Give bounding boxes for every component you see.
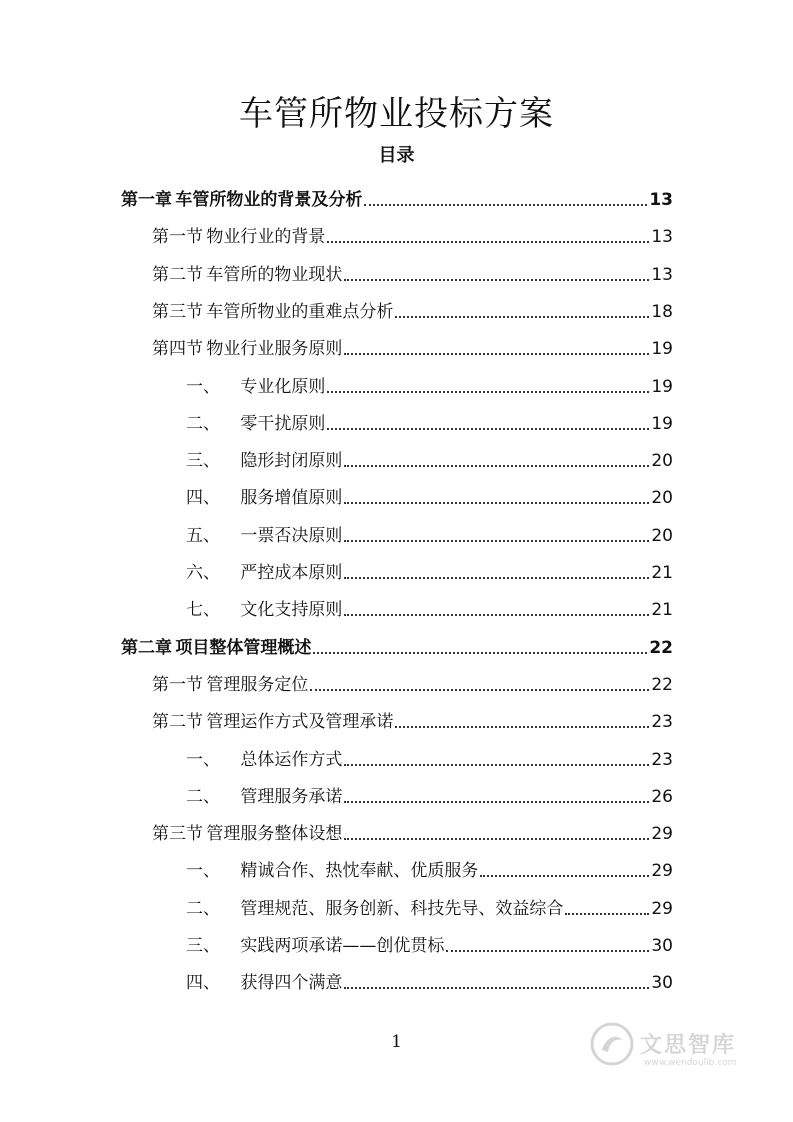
toc-entry-page: 13	[651, 264, 673, 285]
toc-entry-title: 管理服务定位	[206, 674, 309, 695]
toc-entry[interactable]	[186, 958, 673, 994]
toc-entry[interactable]	[186, 735, 673, 771]
toc-entry-title: 服务增值原则	[240, 488, 343, 509]
toc-entry-page: 29	[651, 824, 673, 845]
toc-entry-number: 三、	[186, 936, 220, 956]
toc-entry-title: 管理服务承诺	[240, 786, 343, 807]
toc-dot-leader	[480, 875, 649, 877]
toc-dot-leader	[313, 652, 647, 654]
toc-entry-number: 第三节	[152, 301, 203, 322]
toc-entry-page: 29	[651, 861, 673, 882]
toc-entry[interactable]	[186, 772, 673, 808]
toc-entry-title: 零干扰原则	[240, 413, 326, 434]
toc-entry-number: 一、	[186, 749, 220, 770]
toc-entry[interactable]	[121, 175, 673, 211]
toc-entry[interactable]	[152, 250, 673, 286]
toc-dot-leader	[310, 689, 649, 691]
toc-dot-leader	[344, 465, 649, 467]
toc-entry-page: 29	[651, 898, 673, 919]
toc-dot-leader	[565, 913, 649, 915]
toc-entry[interactable]	[186, 846, 673, 882]
toc-entry-title: 车管所物业的重难点分析	[206, 301, 394, 322]
toc-dot-leader	[344, 987, 649, 989]
toc-entry[interactable]	[152, 287, 673, 323]
toc-entry-page: 20	[651, 451, 673, 472]
toc-dot-leader	[364, 204, 647, 206]
toc-entry-title: 总体运作方式	[240, 749, 343, 770]
toc-entry-title: 管理服务整体设想	[206, 824, 343, 845]
toc-entry-page: 19	[651, 339, 673, 360]
toc-dot-leader	[446, 950, 649, 952]
watermark	[590, 1020, 760, 1080]
toc-entry-number: 第三节	[152, 824, 203, 845]
toc-dot-leader	[344, 540, 649, 542]
toc-entry-page: 20	[651, 488, 673, 509]
toc-entry[interactable]	[186, 399, 673, 435]
toc-entry-title: 管理规范、服务创新、科技先导、效益综合	[240, 898, 564, 919]
toc-entry-page: 20	[651, 525, 673, 546]
toc-dot-leader	[344, 838, 649, 840]
toc-entry-number: 五、	[186, 525, 220, 546]
toc-entry-number: 第一章	[121, 190, 172, 210]
toc-entry[interactable]	[186, 921, 673, 957]
toc-entry[interactable]	[152, 212, 673, 248]
toc-dot-leader	[327, 391, 649, 393]
toc-entry-number: 二、	[186, 786, 220, 807]
toc-dot-leader	[395, 316, 649, 318]
toc-entry-number: 二、	[186, 898, 220, 919]
toc-entry[interactable]	[152, 324, 673, 360]
toc-entry-number: 三、	[186, 451, 220, 472]
toc-dot-leader	[344, 801, 649, 803]
toc-entry[interactable]	[186, 548, 673, 584]
toc-entry[interactable]	[186, 362, 673, 398]
toc-entry[interactable]	[186, 436, 673, 472]
toc-entry-number: 四、	[186, 488, 220, 509]
toc-entry-number: 四、	[186, 973, 220, 994]
toc-entry-page: 26	[651, 786, 673, 807]
toc-entry-title: 项目整体管理概述	[175, 637, 312, 658]
toc-entry-page: 18	[651, 301, 673, 322]
toc-dot-leader	[327, 241, 649, 243]
toc-entry[interactable]	[152, 660, 673, 696]
toc-entry-number: 一、	[186, 376, 220, 397]
toc-entry[interactable]	[186, 884, 673, 920]
toc-entry-number: 七、	[186, 600, 220, 621]
document-title: 车管所物业投标方案	[239, 94, 554, 134]
toc-entry[interactable]	[152, 809, 673, 845]
toc-entry[interactable]	[121, 623, 673, 659]
toc-entry[interactable]	[186, 585, 673, 621]
toc-entry-number: 二、	[186, 413, 220, 434]
toc-entry-title: 一票否决原则	[240, 525, 343, 546]
toc-entry-title: 物业行业的背景	[206, 227, 326, 248]
toc-entry-number: 一、	[186, 861, 220, 882]
toc-entry-page: 23	[651, 712, 673, 733]
toc-entry-page: 21	[651, 563, 673, 583]
toc-entry-title: 专业化原则	[240, 376, 326, 397]
toc-entry-number: 第二节	[152, 264, 203, 285]
toc-heading: 目录	[378, 145, 415, 166]
toc-entry-page: 13	[649, 190, 673, 210]
toc-dot-leader	[344, 764, 649, 766]
toc-dot-leader	[344, 279, 649, 281]
toc-entry-title: 车管所物业的背景及分析	[175, 190, 363, 210]
toc-entry[interactable]	[152, 697, 673, 733]
toc-entry-title: 获得四个满意	[240, 973, 343, 994]
toc-entry-page: 23	[651, 749, 673, 770]
toc-dot-leader	[344, 353, 649, 355]
toc-entry-title: 物业行业服务原则	[206, 339, 343, 360]
toc-entry-title: 精诚合作、热忱奉献、优质服务	[240, 861, 479, 882]
toc-entry-page: 21	[651, 600, 673, 621]
toc-dot-leader	[395, 726, 649, 728]
toc-entry-number: 六、	[186, 563, 220, 583]
toc-dot-leader	[344, 614, 649, 616]
toc-entry-page: 22	[651, 674, 673, 695]
toc-dot-leader	[344, 502, 649, 504]
toc-entry-title: 严控成本原则	[240, 563, 343, 583]
toc-entry-number: 第一节	[152, 674, 203, 695]
toc-entry-title: 隐形封闭原则	[240, 451, 343, 472]
toc-entry-page: 30	[651, 936, 673, 956]
toc-entry-number: 第二节	[152, 712, 203, 733]
toc-entry-page: 30	[651, 973, 673, 994]
toc-entry-title: 车管所的物业现状	[206, 264, 343, 285]
toc-entry-page: 22	[649, 637, 673, 658]
toc-entry-number: 第二章	[121, 637, 172, 658]
toc-entry[interactable]	[186, 473, 673, 509]
toc-entry-page: 13	[651, 227, 673, 248]
toc-entry-title: 管理运作方式及管理承诺	[206, 712, 394, 733]
toc-dot-leader	[344, 577, 649, 579]
watermark-logo-icon	[590, 1022, 634, 1066]
toc-entry[interactable]	[186, 511, 673, 547]
toc-entry-page: 19	[651, 376, 673, 397]
toc-entry-number: 第一节	[152, 227, 203, 248]
toc-dot-leader	[327, 428, 649, 430]
watermark-brand: 文思智库	[640, 1033, 737, 1058]
watermark-url: www.wendoulib.com	[644, 1058, 737, 1068]
toc-entry-page: 19	[651, 413, 673, 434]
toc-entry-title: 文化支持原则	[240, 600, 343, 621]
toc-entry-title: 实践两项承诺——创优贯标	[240, 936, 445, 956]
page-number: 1	[391, 1032, 402, 1052]
toc-entry-number: 第四节	[152, 339, 203, 360]
